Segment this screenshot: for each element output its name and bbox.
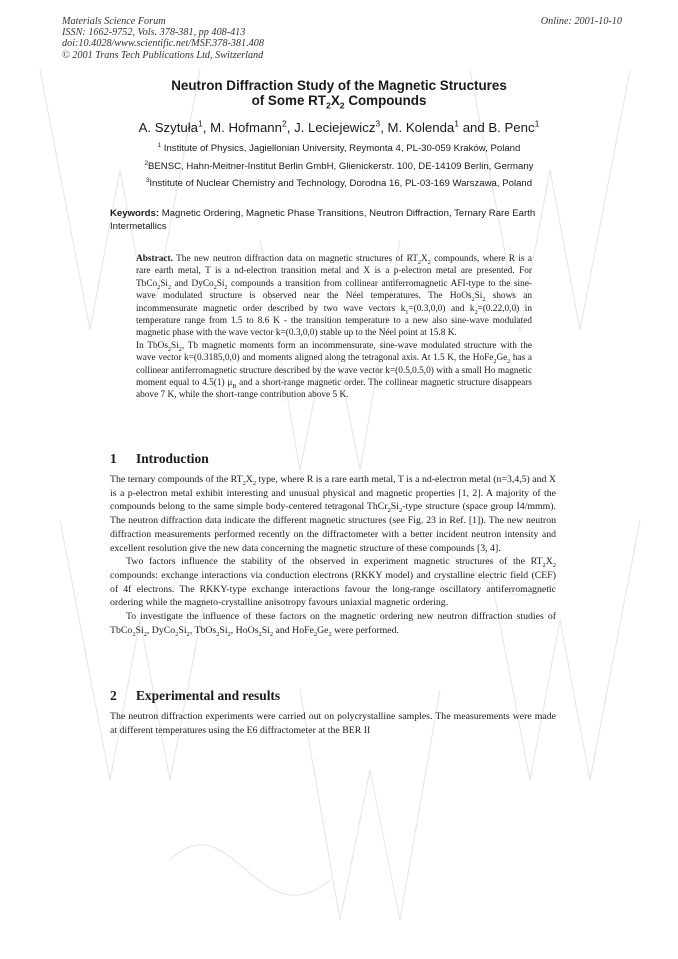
experimental-paragraph-1: The neutron diffraction experiments were carried out on polycrystalline samples. The measurements were made at different temperatures using the E6 diffractometer at the BER II: [110, 711, 556, 736]
intro-paragraph-2: Two factors influence the stability of the observed in experiment magnetic structures of the $RT_2X_2$ compounds: exchange interactions via conduction electrons (RKKY model) and crystalline electric field (CEF) of 4f electrons. The RKKY-type exchange interactions favour the long-range oscillatory antiferromagnetic ordering while the magneto-crystalline anisotropy favours uniaxial magnetic ordering.: [110, 556, 556, 609]
abstract-paragraph-1: Abstract. The new neutron diffraction data on magnetic structures of $RT_2X_2$ compounds, where R is a rare earth metal, T is a nd-electron transition metal and X is a p-electron metal are presented. For $TbCo_2Si_2$ and $DyCo_2Si_2$ compounds a transition from collinear antiferromagnetic AFI-type to the sine-wave modulated structure is observed near the Néel temperatures. The $HoOs_2Si_2$ shows an incommensurate magnetic order described by two wave vectors $k_1=(0.3,0,0)$ and $k_2=(0.22,0,0)$ in temperature range from 1.5 to 8.6 K - the transition temperature to a new also sine-wave modulated magnetic phase with the wave vector k=(0.3,0,0) stable up to the Néel point at 15.8 K.: [136, 254, 533, 339]
intro-paragraph-3: To investigate the influence of these factors on the magnetic ordering new neutron diffraction studies of $TbCo_2Si_2$, $DyCo_2Si_2$, $TbOs_2Si_2$, $HoOs_2Si_2$ and $HoFe_2Ge_2$ were performed.: [110, 611, 556, 638]
keywords: [110, 208, 580, 233]
journal-name: Materials Science Forum: [62, 16, 166, 27]
section-heading-introduction: 1 Introduction: [110, 451, 209, 466]
author-list: A. Szytuła$^1$, M. Hofmann$^2$, J. Leciejewicz$^3$, M. Kolenda$^1$ and B. Penc$^1$: [138, 118, 540, 135]
intro-paragraph-1: The ternary compounds of the $RT_2X_2$ type, where R is a rare earth metal, T is a nd-electron metal (n=3,4,5) and X is a p-electron metal exhibit interesting and unusual physical and magnetic properties [1, 2]. A majority of the compounds belong to the same simple body-centered tetragonal $ThCr_2Si_2$-type structure (space group I4/mmm). The neutron diffraction data indicate the different magnetic structures (see Fig. 23 in Ref. [1]). The new neutron diffraction measurements performed recently on the diffractometer with a better incident neutron intensity and excellent resolution give the new data concerning the magnetic structure of these compounds [3, 4].: [110, 474, 556, 554]
affiliation-1: $^1$ Institute of Physics, Jagiellonian University, Reymonta 4, PL-30-059 Kraków, Poland: [157, 141, 521, 154]
author: B. Penc: [488, 120, 535, 135]
paper-title-line-1: Neutron Diffraction Study of the Magnetic Structures: [171, 78, 507, 93]
section-heading-experimental: 2 Experimental and results: [110, 688, 281, 703]
abstract-paragraph-2: In $TbOs_2Si_2$, Tb magnetic moments form an incommensurate, sine-wave modulated structure with the wave vector k=(0.3185,0,0) and moments aligned along the tetragonal axis. At 1.5 K, the $HoFe_2Ge_2$ has a collinear antiferromagnetic structure described by the wave vector k=(0.5,0.5,0) with a small Ho magnetic moment equal to 4.5(1) $\mu_B$ and a short-range magnetic order. The collinear magnetic structure disappears above 7 K, while the short-range contribution above 5 K.: [136, 340, 532, 401]
author: J. Leciejewicz: [294, 120, 376, 135]
introduction-text: [110, 473, 556, 637]
keywords-text: Magnetic Ordering, Magnetic Phase Transitions, Neutron Diffraction, Ternary Rare Earth Intermetallics: [110, 208, 536, 232]
issn-line: ISSN: 1662-9752, Vols. 378-381, pp 408-413: [62, 27, 246, 39]
doi-line: doi:10.4028/www.scientific.net/MSF.378-381.408: [62, 38, 264, 50]
abstract-label: Abstract.: [136, 254, 173, 264]
abstract: [136, 253, 532, 402]
online-date: Online: 2001-10-10: [540, 16, 622, 27]
copyright-line: © 2001 Trans Tech Publications Ltd, Switzerland: [62, 49, 264, 61]
keywords-label: Keywords:: [110, 208, 160, 219]
affiliation-3: $^3$Institute of Nuclear Chemistry and Technology, Dorodna 16, PL-03-169 Warszawa, Poland: [145, 176, 533, 189]
affiliation-2: $^2$BENSC, Hahn-Meitner-Institut Berlin GmbH, Glienickerstr. 100, DE-14109 Berlin, Germany: [144, 159, 534, 172]
paper-title-line-2: of Some $RT_2X_2$ Compounds: [251, 93, 427, 111]
author: A. Szytuła: [138, 120, 199, 135]
journal-header: [62, 16, 622, 61]
author: M. Kolenda: [387, 120, 455, 135]
author: M. Hofmann: [210, 120, 282, 135]
experimental-text: [110, 710, 556, 737]
